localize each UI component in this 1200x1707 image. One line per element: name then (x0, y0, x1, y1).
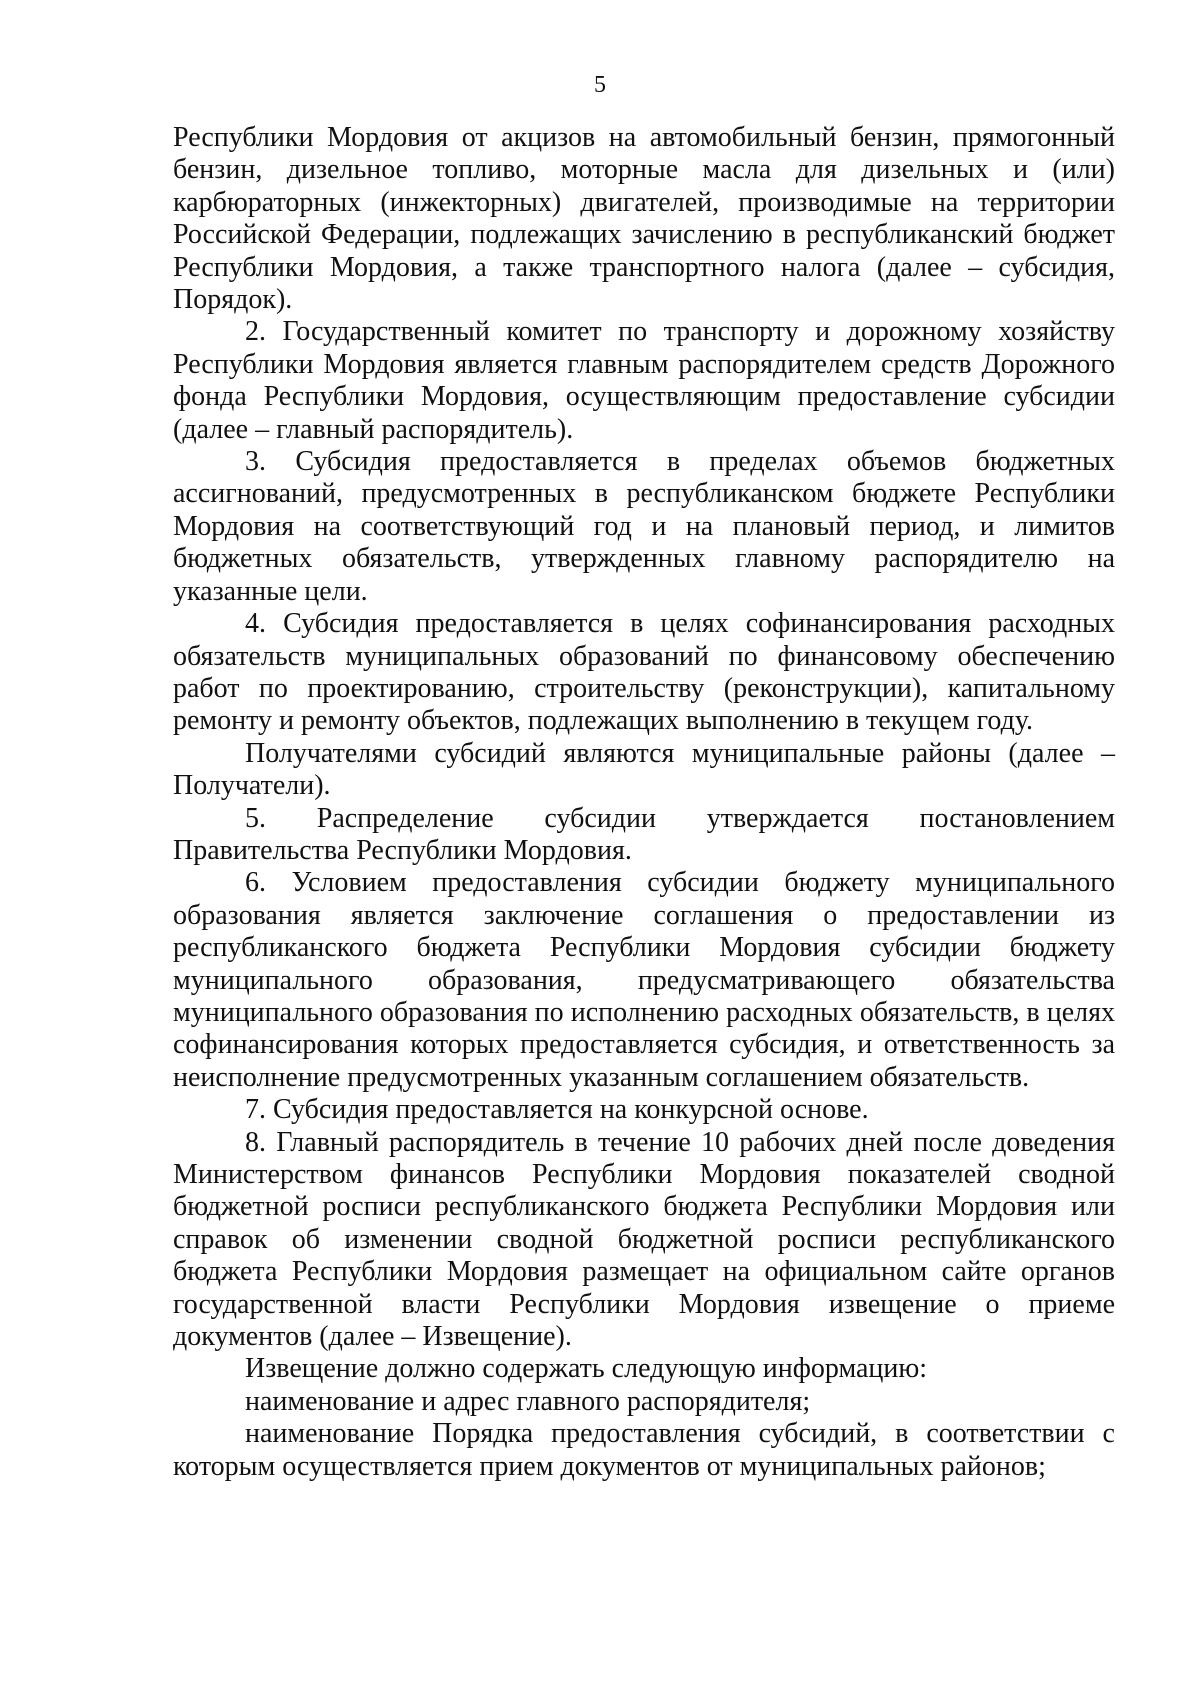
paragraph-3: 3. Субсидия предоставляется в пределах объемов бюджетных ассигнований, предусмотренных в республиканском бюджете Республики Мордовия на соответствующий год и на плановый период, и лимитов бюджетных обязательств, утвержденных главному распорядителю на указанные цели. (173, 446, 1115, 607)
paragraph-6: 6. Условием предоставления субсидии бюджету муниципального образования является заключение соглашения о предоставлении из республиканского бюджета Республики Мордовия субсидии бюджету муниципального образования, предусматривающего обязательства муниципального образования по исполнению расходных обязательств, в целях софинансирования которых предоставляется субсидия, и ответственность за неисполнение предусмотренных указанным соглашением обязательств. (173, 867, 1115, 1093)
paragraph-7: 7. Субсидия предоставляется на конкурсной основе. (245, 1094, 869, 1126)
paragraph-recipients: Получателями субсидий являются муниципальные районы (далее – Получатели). (173, 737, 1115, 802)
paragraph-notice-contents: Извещение должно содержать следующую информацию: (245, 1353, 928, 1385)
paragraph-2: 2. Государственный комитет по транспорту и дорожному хозяйству Республики Мордовия является главным распорядителем средств Дорожного фонда Республики Мордовия, осуществляющим предоставление субсидии (далее – главный распорядитель). (173, 316, 1115, 445)
document-body (173, 122, 1115, 1483)
paragraph-notice-item-name-address: наименование и адрес главного распорядителя; (245, 1385, 811, 1417)
paragraph-continuation: Республики Мордовия от акцизов на автомобильный бензин, прямогонный бензин, дизельное топливо, моторные масла для дизельных и (или) карбюраторных (инжекторных) двигателей, производимые на территории Российской Федерации, подлежащих зачислению в республиканский бюджет Республики Мордовия, а также транспортного налога (далее – субсидия, Порядок). (173, 122, 1115, 316)
paragraph-8: 8. Главный распорядитель в течение 10 рабочих дней после доведения Министерством финансов Республики Мордовия показателей сводной бюджетной росписи республиканского бюджета Республики Мордовия или справок об изменении сводной бюджетной росписи республиканского бюджета Республики Мордовия размещает на официальном сайте органов государственной власти Республики Мордовия извещение о приеме документов (далее – Извещение). (173, 1126, 1115, 1353)
paragraph-4: 4. Субсидия предоставляется в целях софинансирования расходных обязательств муниципальных образований по финансовому обеспечению работ по проектированию, строительству (реконструкции), капитальному ремонту и ремонту объектов, подлежащих выполнению в текущем году. (173, 608, 1115, 737)
paragraph-notice-item-procedure: наименование Порядка предоставления субсидий, в соответствии с которым осуществляется прием документов от муниципальных районов; (173, 1418, 1115, 1482)
page-number: 5 (594, 72, 606, 98)
paragraph-5: 5. Распределение субсидии утверждается постановлением Правительства Республики Мордовия. (173, 802, 1115, 866)
